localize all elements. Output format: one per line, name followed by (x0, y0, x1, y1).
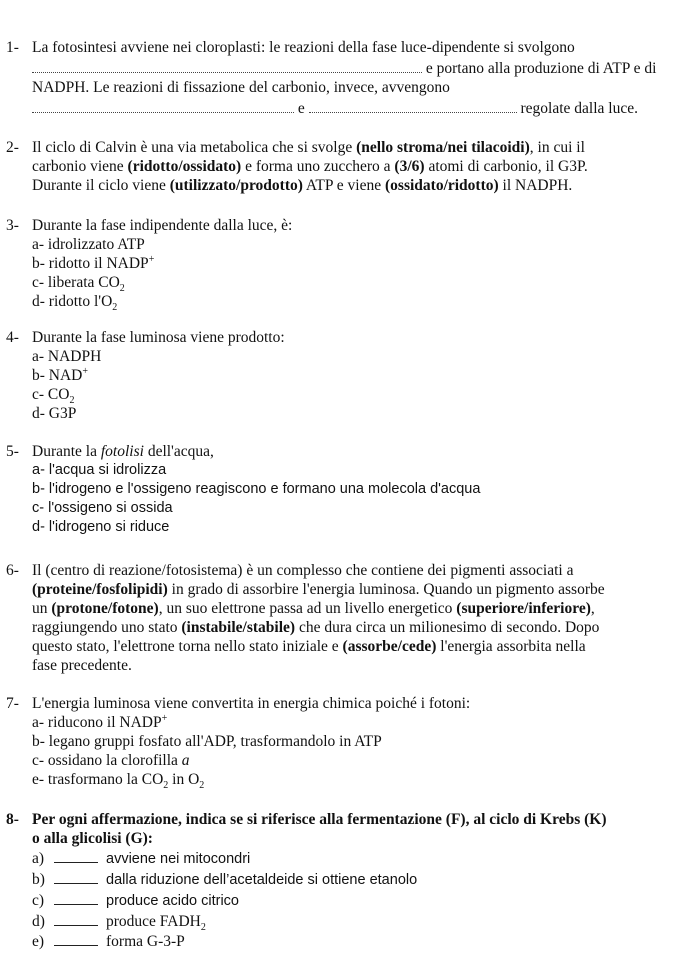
answer-blank[interactable] (54, 931, 98, 946)
fill-blank-1[interactable] (32, 59, 422, 73)
question-text: dell'acqua, (143, 443, 214, 460)
question-text: L'energia luminosa viene convertita in energia chimica poiché i fotoni: (32, 695, 471, 712)
question-text: La fotosintesi avviene nei cloroplasti: le reazioni della fase luce-dipendente si svolgono (32, 39, 575, 56)
question-text: Durante il ciclo viene (32, 177, 170, 194)
option-c[interactable]: c- liberata $CO_2$ (32, 274, 125, 295)
question-number: 4- (6, 329, 19, 346)
question-text: , (590, 600, 595, 617)
question-text: ATP e viene (302, 177, 385, 194)
list-item: c) produce acido citrico (32, 892, 239, 909)
question-text: carbonio viene (32, 158, 128, 175)
option-a[interactable]: a- NADPH (32, 348, 102, 365)
question-text: raggiungendo uno stato (32, 619, 182, 636)
question-number: 6- (6, 562, 19, 579)
answer-blank[interactable] (54, 890, 98, 905)
option-b[interactable]: b- l'idrogeno e l'ossigeno reagiscono e formano una molecola d'acqua (32, 481, 481, 497)
choice-option[interactable]: (ossidato/ridotto) (385, 177, 499, 194)
question-text: in grado di assorbire l'energia luminosa. Quando un pigmento assorbe (167, 581, 605, 598)
question-number: 2- (6, 139, 19, 156)
question-number: 7- (6, 695, 19, 712)
list-item: a) avviene nei mitocondri (32, 850, 251, 867)
choice-option[interactable]: (assorbe/cede) (342, 638, 437, 655)
list-item: b) dalla riduzione dell’acetaldeide si ottiene etanolo (32, 871, 418, 888)
choice-option[interactable]: (proteine/fosfolipidi) (32, 581, 168, 598)
question-text: e forma uno zucchero a (241, 158, 395, 175)
question-4 (6, 328, 682, 423)
question-text: e (297, 100, 305, 117)
list-item: d) produce $FADH_2$ (32, 913, 206, 934)
option-d[interactable]: d- G3P (32, 405, 77, 422)
question-text: , un suo elettrone passa ad un livello energetico (158, 600, 457, 617)
question-3 (6, 216, 682, 314)
list-item: e) forma G-3-P (32, 933, 185, 950)
question-number: 3- (6, 217, 19, 234)
choice-option[interactable]: (nello stroma/nei tilacoidi) (356, 139, 530, 156)
question-6 (6, 561, 682, 675)
answer-blank[interactable] (54, 869, 98, 884)
choice-option[interactable]: (centro di reazione/fotosistema) (45, 562, 243, 579)
answer-blank[interactable] (54, 911, 98, 926)
question-5 (6, 442, 682, 537)
choice-option[interactable]: (superiore/inferiore) (456, 600, 591, 617)
question-text: regolate dalla luce. (520, 100, 638, 117)
option-b[interactable]: b- ridotto il NADP+ (32, 253, 155, 272)
option-d[interactable]: d- l'idrogeno si riduce (32, 519, 170, 535)
answer-blank[interactable] (54, 848, 98, 863)
choice-option[interactable]: (ridotto/ossidato) (127, 158, 242, 175)
option-d[interactable]: d- ridotto $l'O_2$ (32, 293, 118, 314)
question-text: o alla glicolisi (G): (32, 830, 153, 847)
question-8 (6, 810, 682, 951)
question-text: NADPH. Le reazioni di fissazione del carbonio, invece, avvengono (32, 79, 450, 96)
question-text: e portano alla produzione di ATP e di (425, 60, 657, 77)
option-a[interactable]: a- l'acqua si idrolizza (32, 462, 167, 478)
question-text: Il ciclo di Calvin è una via metabolica che si svolge (32, 139, 357, 156)
choice-option[interactable]: (instabile/stabile) (181, 619, 296, 636)
question-text: fotolisi (100, 443, 144, 460)
question-text: questo stato, l'elettrone torna nello stato iniziale e (32, 638, 343, 655)
option-e[interactable]: e- trasformano la $CO_2$ in $O_2$ (32, 771, 205, 792)
fill-blank-3[interactable] (309, 99, 517, 113)
answer-list (6, 848, 682, 951)
choice-option[interactable]: (utilizzato/prodotto) (169, 177, 303, 194)
question-text: Il (32, 562, 46, 579)
question-7 (6, 694, 682, 792)
question-text: fase precedente. (32, 657, 132, 674)
question-text: , in cui il (529, 139, 585, 156)
question-number: 8- (6, 811, 19, 828)
option-a[interactable]: a- riducono il NADP+ (32, 712, 168, 731)
choice-option[interactable]: (protone/fotone) (51, 600, 159, 617)
question-number: 1- (6, 39, 19, 56)
question-text: Durante la fase luminosa viene prodotto: (32, 329, 285, 346)
question-number: 5- (6, 443, 19, 460)
question-text: atomi di carbonio, il G3P. (424, 158, 588, 175)
option-c[interactable]: c- ossidano la clorofilla a (32, 752, 190, 769)
question-text: Durante la fase indipendente dalla luce, è: (32, 217, 293, 234)
choice-option[interactable]: (3/6) (394, 158, 425, 175)
question-2 (6, 138, 682, 195)
option-c[interactable]: c- $CO_2$ (32, 386, 75, 407)
question-text: il NADPH. (498, 177, 573, 194)
question-text: Per ogni affermazione, indica se si riferisce alla fermentazione (F), al ciclo di Krebs (K) (32, 811, 607, 828)
question-1 (6, 38, 682, 118)
option-a[interactable]: a- idrolizzato ATP (32, 236, 145, 253)
option-b[interactable]: b- legano gruppi fosfato all'ADP, trasformandolo in ATP (32, 733, 382, 750)
question-text: un (32, 600, 52, 617)
question-text: è un complesso che contiene dei pigmenti associati a (242, 562, 574, 579)
option-c[interactable]: c- l'ossigeno si ossida (32, 500, 173, 516)
question-text: l'energia assorbita nella (436, 638, 586, 655)
option-b[interactable]: b- NAD+ (32, 365, 89, 384)
question-text: Durante la (32, 443, 101, 460)
fill-blank-2[interactable] (32, 99, 294, 113)
question-text: che dura circa un milionesimo di secondo. Dopo (295, 619, 600, 636)
